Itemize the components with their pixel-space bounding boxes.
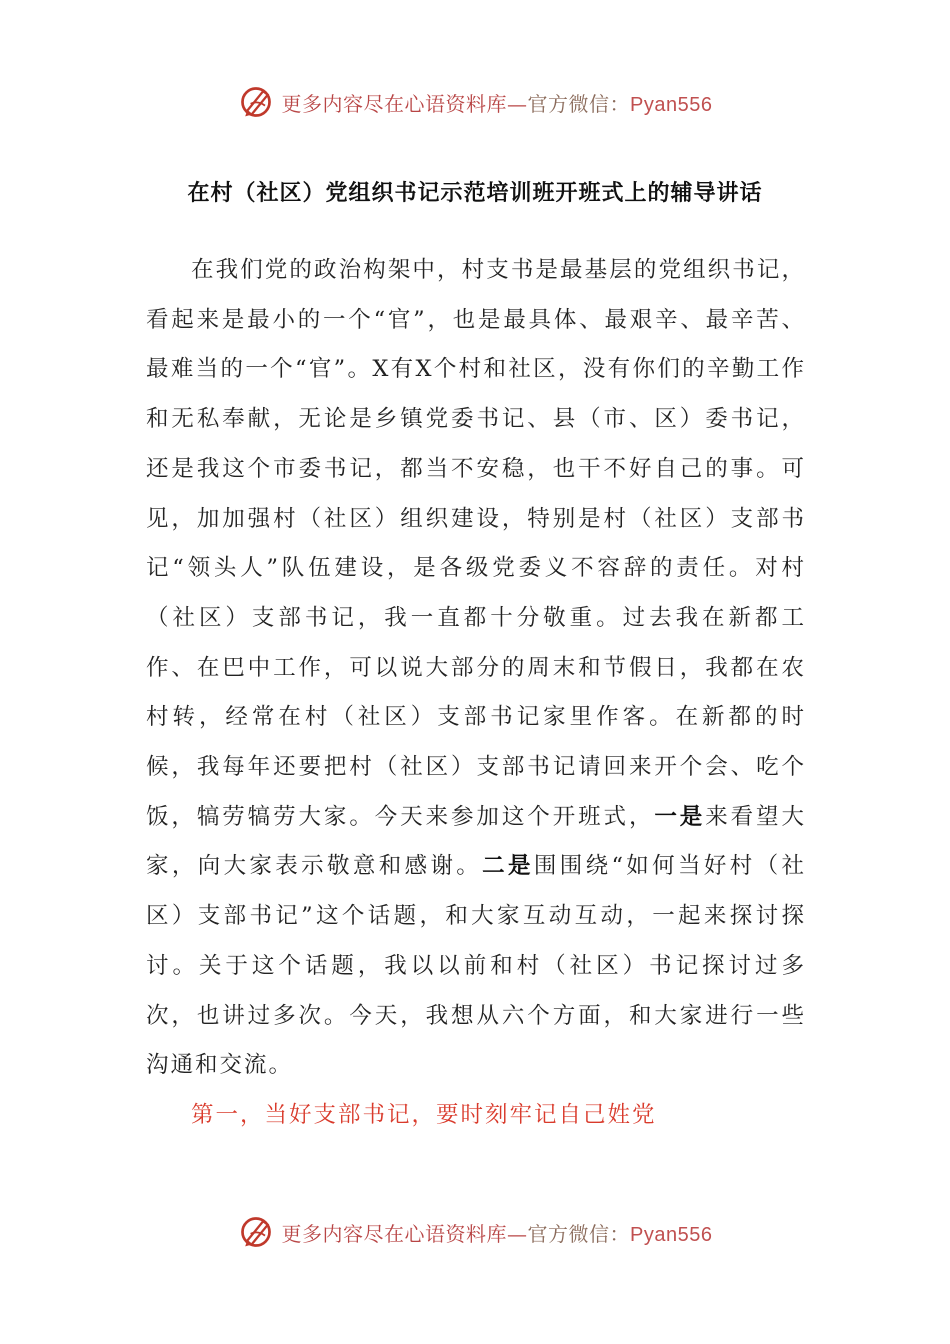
body-paragraph bbox=[146, 246, 806, 1091]
section-heading: 第一，当好支部书记，要时刻牢记自己姓党 bbox=[191, 1101, 657, 1128]
banner-wechat-label: 官方微信： bbox=[527, 91, 631, 116]
emphasis-second: 二是 bbox=[482, 853, 534, 880]
paragraph-text: 在我们党的政治构架中，村支书是最基层的党组织书记，看起来是最小的一个“官”，也是最具体、最艰辛、最辛苦、最难当的一个“官”。X有X个村和社区，没有你们的辛勤工作和无私奉献，无论是乡镇党委书记、县（市、区）委书记，还是我这个市委书记，都当不安稳，也干不好自己的事。可见，加加强村（社区）组织建设，特别是村（社区）支部书记“领头人”队伍建设，是各级党委义不容辞的责任。对村（社区）支部书记，我一直都十分敬重。过去我在新都工作、在巴中工作，可以说大部分的周末和节假日，我都在农村转，经常在村（社区）支部书记家里作客。在新都的时候，我每年还要把村（社区）支部书记请回来开个会、吃个饭，犒劳犒劳大家。今天来参加这个开班式， bbox=[146, 257, 806, 830]
banner-text bbox=[282, 88, 713, 117]
document-body bbox=[146, 246, 806, 1141]
emphasis-first: 一是 bbox=[654, 803, 706, 830]
banner-site-name: 更多内容尽在心语资料库 bbox=[281, 91, 508, 116]
banner-dash: — bbox=[507, 91, 528, 116]
pen-logo-icon bbox=[238, 1214, 274, 1250]
banner-wechat-id: Pyan556 bbox=[630, 1223, 713, 1246]
footer-watermark-banner bbox=[0, 1210, 950, 1254]
banner-site-name: 更多内容尽在心语资料库 bbox=[281, 1221, 508, 1246]
banner-dash: — bbox=[507, 1221, 528, 1246]
paragraph-text: 来看望大家，向大家表示敬意和感谢。 bbox=[146, 803, 806, 880]
document-title: 在村（社区）党组织书记示范培训班开班式上的辅导讲话 bbox=[187, 181, 763, 206]
paragraph-text: 围围绕“如何当好村（社区）支部书记”这个话题，和大家互动互动，一起来探讨探讨。关于这个话题，我以以前和村（社区）书记探讨过多次，也讲过多次。今天，我想从六个方面，和大家进行一些沟通和交流。 bbox=[146, 853, 806, 1079]
banner-wechat-label: 官方微信： bbox=[527, 1221, 631, 1246]
header-watermark-banner bbox=[0, 80, 950, 124]
banner-text bbox=[282, 1218, 713, 1247]
pen-logo-icon bbox=[238, 84, 274, 120]
banner-wechat-id: Pyan556 bbox=[630, 93, 713, 116]
